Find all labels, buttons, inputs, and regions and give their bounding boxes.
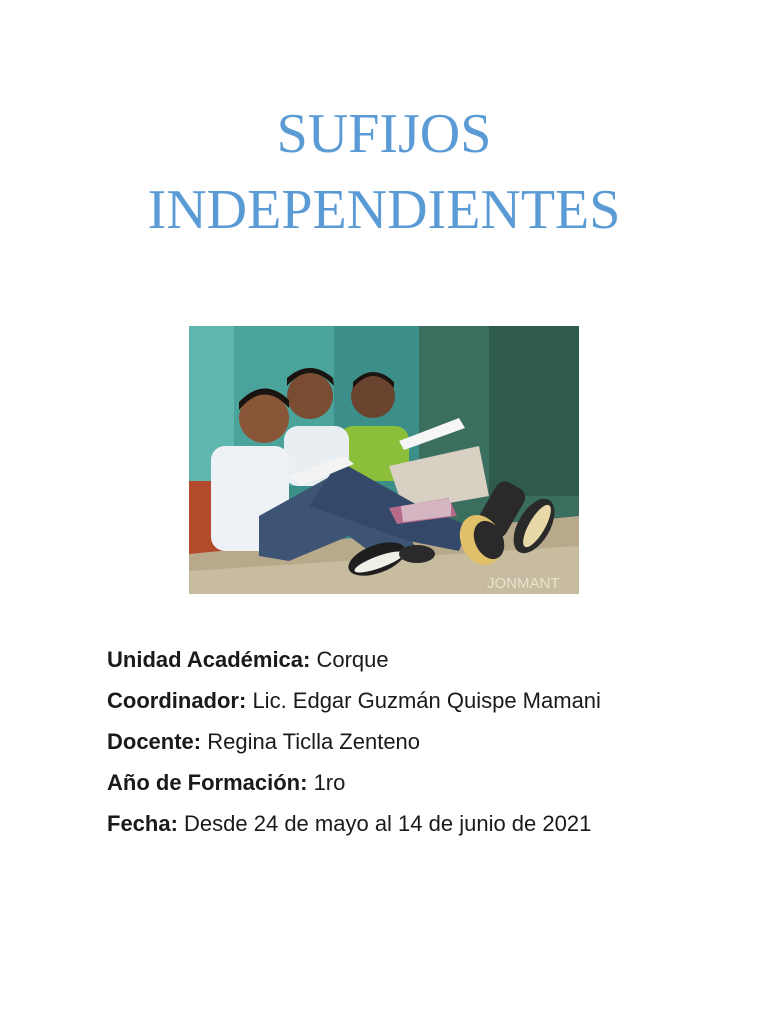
info-value: 1ro [307,770,346,795]
photo-watermark: JONMANT [487,575,560,592]
info-row-anio [107,766,727,807]
info-row-coordinador [107,684,727,725]
info-value: Lic. Edgar Guzmán Quispe Mamani [246,688,601,713]
info-value: Desde 24 de mayo al 14 de junio de 2021 [177,811,592,836]
info-label: Coordinador: [107,688,247,713]
info-row-docente [107,725,727,766]
info-row-unidad [107,643,727,684]
info-row-fecha [107,807,727,848]
title-line-1: SUFIJOS [276,103,492,165]
info-label: Año de Formación: [107,770,308,795]
info-label: Unidad Académica: [107,647,311,672]
title-line-2: INDEPENDIENTES [147,179,621,241]
info-label: Docente: [107,729,202,754]
cover-info [107,643,727,848]
cover-photo [189,326,579,594]
page-title [0,96,768,248]
info-label: Fecha: [107,811,178,836]
info-value: Corque [310,647,389,672]
info-value: Regina Ticlla Zenteno [201,729,421,754]
